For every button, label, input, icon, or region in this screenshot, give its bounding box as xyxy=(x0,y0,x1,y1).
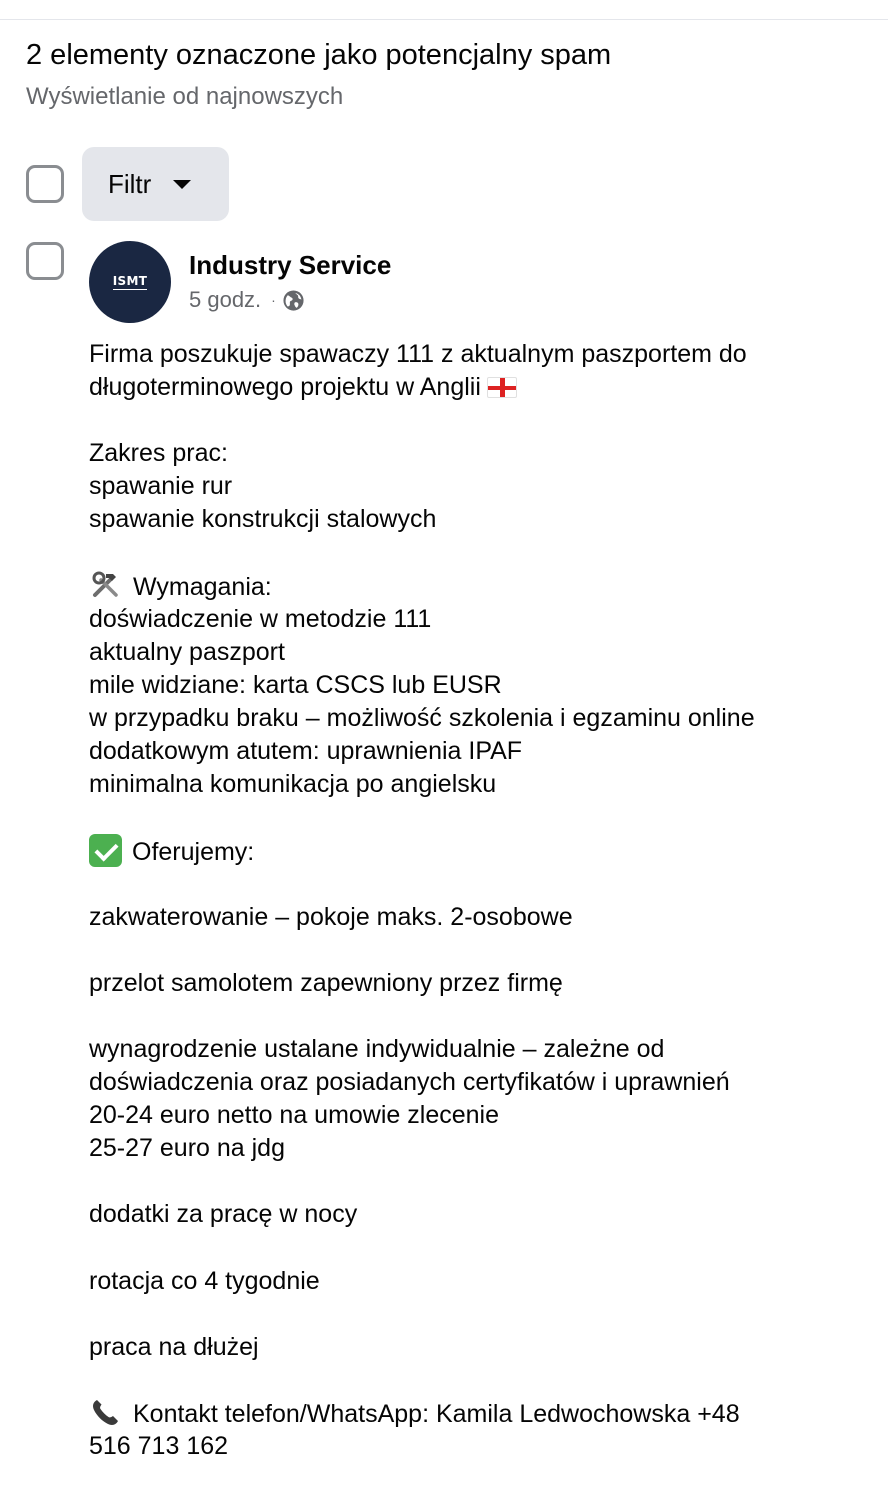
top-divider xyxy=(0,19,888,20)
post-blank-line xyxy=(89,868,879,901)
filter-button[interactable] xyxy=(82,147,229,221)
post-line: 25-27 euro na jdg xyxy=(89,1134,285,1163)
post-line: zakwaterowanie – pokoje maks. 2-osobowe xyxy=(89,902,573,931)
avatar-logo-text: ISMT xyxy=(112,274,148,288)
post-author[interactable]: Industry Service xyxy=(189,250,392,280)
sort-subtitle[interactable]: Wyświetlanie od najnowszych xyxy=(26,83,344,110)
post-blank-line xyxy=(89,404,879,437)
england-flag-icon xyxy=(487,377,517,398)
post-blank-line xyxy=(89,1000,879,1033)
select-all-checkbox[interactable] xyxy=(26,165,64,203)
post-line: doświadczenia oraz posiadanych certyfikatów i uprawnień xyxy=(89,1068,730,1097)
check-mark-icon xyxy=(89,834,122,867)
post-line: aktualny paszport xyxy=(89,637,285,666)
phone-icon xyxy=(89,1397,125,1427)
post-line: w przypadku braku – możliwość szkolenia i egzaminu online xyxy=(89,704,755,733)
post-line: wynagrodzenie ustalane indywidualnie – zależne od xyxy=(89,1034,665,1063)
globe-icon xyxy=(282,289,305,312)
avatar[interactable] xyxy=(89,241,171,323)
post-line: minimalna komunikacja po angielsku xyxy=(89,770,497,799)
caret-down-icon xyxy=(173,180,191,189)
post-line: Kontakt telefon/WhatsApp: Kamila Ledwochowska +48 xyxy=(89,1397,879,1430)
post-line: praca na dłużej xyxy=(89,1332,259,1361)
post-line: 516 713 162 xyxy=(89,1432,229,1461)
post-line: długoterminowego projektu w Anglii xyxy=(89,371,879,404)
post-line: dodatkowym atutem: uprawnienia IPAF xyxy=(89,737,523,766)
post-blank-line xyxy=(89,934,879,967)
post-line: spawanie konstrukcji stalowych xyxy=(89,505,437,534)
post-line: Firma poszukuje spawaczy 111 z aktualnym paszportem do xyxy=(89,340,747,368)
page-title: 2 elementy oznaczone jako potencjalny spam xyxy=(26,39,612,71)
post-line: dodatki za pracę w nocy xyxy=(89,1200,358,1229)
post-meta xyxy=(189,285,305,315)
meta-separator: · xyxy=(271,292,276,308)
post-line: przelot samolotem zapewniony przez firmę xyxy=(89,968,563,997)
post-line: spawanie rur xyxy=(89,472,233,501)
post-line: mile widziane: karta CSCS lub EUSR xyxy=(89,670,502,699)
post-line: Zakres prac: xyxy=(89,439,228,468)
post-blank-line xyxy=(89,1364,879,1397)
post-body xyxy=(89,338,879,1463)
post-line: Wymagania: xyxy=(89,570,879,603)
post-line: rotacja co 4 tygodnie xyxy=(89,1266,320,1295)
post-blank-line xyxy=(89,801,879,834)
post-blank-line xyxy=(89,537,879,570)
filter-button-label: Filtr xyxy=(108,168,152,199)
post-checkbox[interactable] xyxy=(26,242,64,280)
post-line: doświadczenie w metodzie 111 xyxy=(89,604,432,633)
post-time[interactable]: 5 godz. xyxy=(189,287,262,312)
post-line: 20-24 euro netto na umowie zlecenie xyxy=(89,1101,499,1130)
hammer-wrench-icon xyxy=(89,570,125,600)
post-blank-line xyxy=(89,1232,879,1265)
post-line: Oferujemy: xyxy=(89,834,879,867)
post-blank-line xyxy=(89,1165,879,1198)
post-blank-line xyxy=(89,1298,879,1331)
